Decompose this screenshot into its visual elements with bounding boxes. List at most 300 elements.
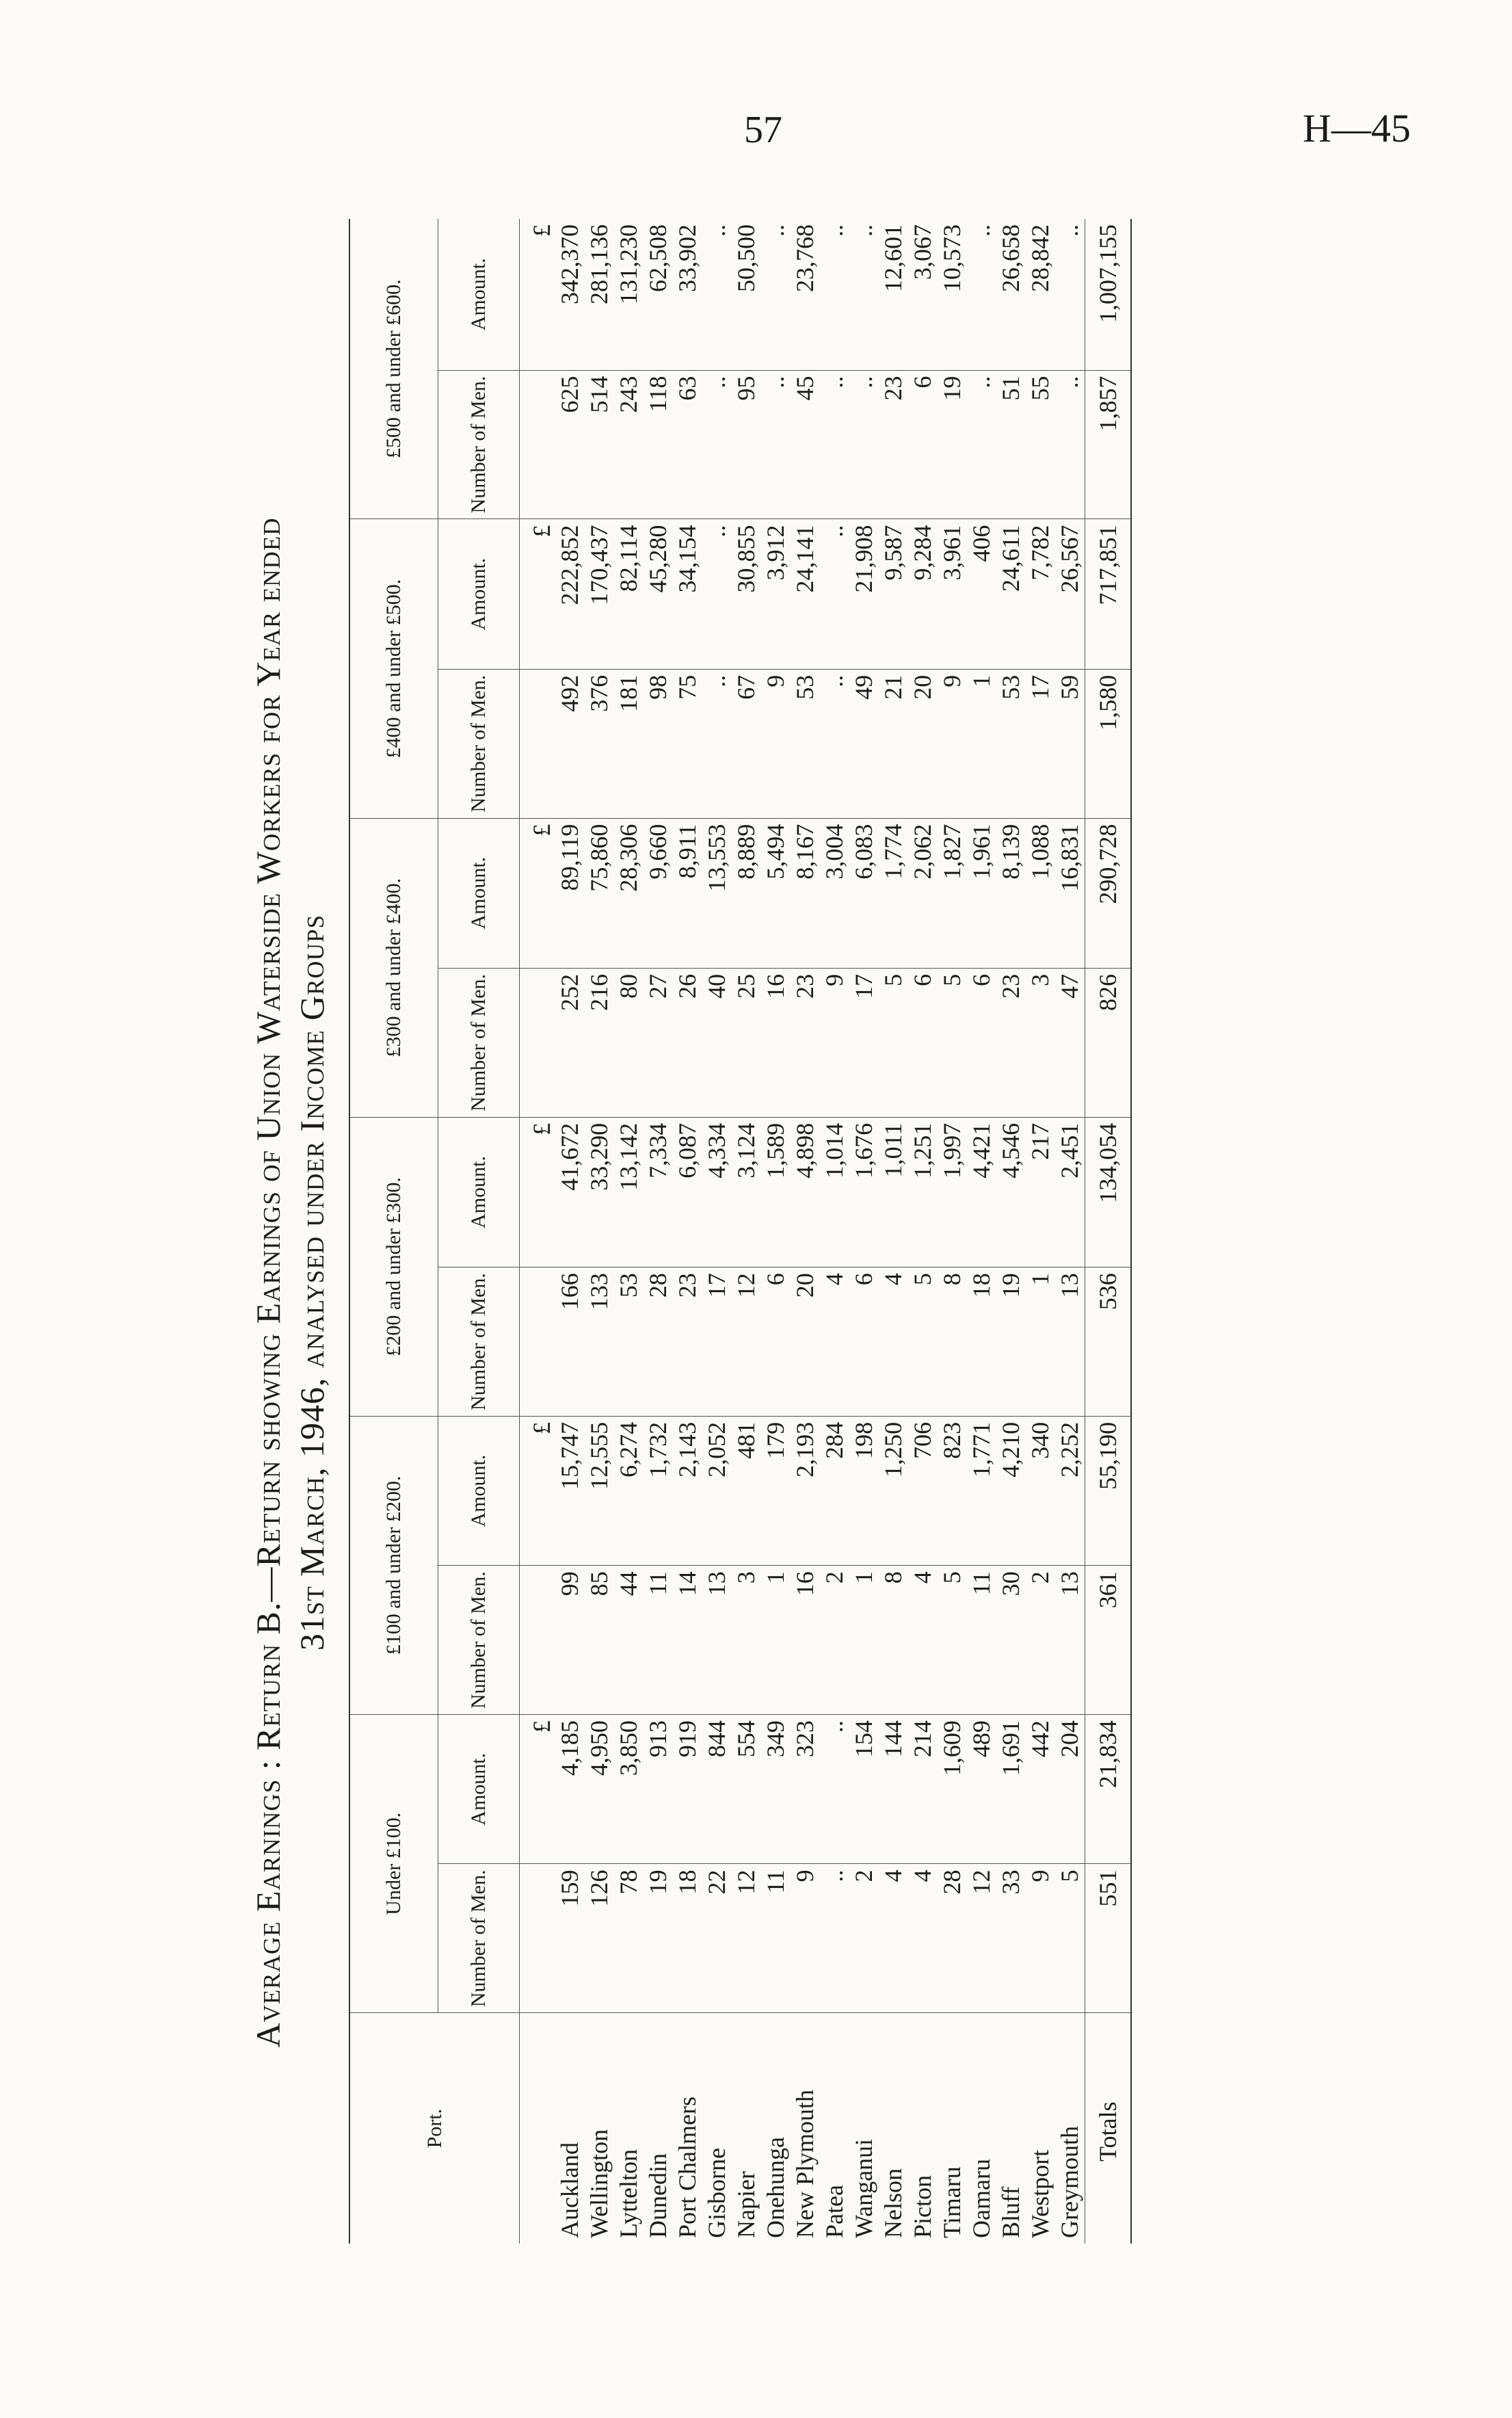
- men-count-cell: 625: [555, 370, 585, 519]
- amount-cell: 1,589: [761, 1117, 791, 1267]
- men-count-cell: 492: [555, 669, 585, 818]
- men-count-cell: 53: [996, 669, 1026, 818]
- men-count-cell: 12: [967, 1864, 996, 2013]
- number-of-men-header: Number of Men.: [438, 1566, 520, 1715]
- men-count-cell: 4: [820, 1267, 849, 1417]
- men-count-cell: 51: [996, 370, 1026, 519]
- amount-cell: 12,555: [585, 1416, 614, 1565]
- total-amount-cell: 21,834: [1085, 1715, 1132, 1864]
- men-count-cell: 252: [555, 968, 585, 1117]
- men-count-cell: 159: [555, 1864, 585, 2013]
- table-row: [996, 219, 1026, 2244]
- men-count-cell: 13: [1055, 1566, 1085, 1715]
- amount-cell: 3,961: [938, 519, 967, 669]
- amount-cell: 4,898: [791, 1117, 820, 1267]
- table-row: [614, 219, 644, 2244]
- men-count-cell: 19: [938, 370, 967, 519]
- amount-cell: 8,139: [996, 818, 1026, 968]
- group-header: £400 and under £500.: [349, 519, 438, 818]
- page-number: 57: [744, 109, 782, 151]
- men-count-cell: 17: [849, 968, 879, 1117]
- amount-header: Amount.: [438, 519, 520, 669]
- amount-cell: 89,119: [555, 818, 585, 968]
- amount-cell: 26,567: [1055, 519, 1085, 669]
- total-amount-cell: 55,190: [1085, 1416, 1132, 1565]
- port-name: Oamaru: [968, 2159, 995, 2238]
- amount-cell: ..: [967, 219, 996, 370]
- number-of-men-header: Number of Men.: [438, 669, 520, 818]
- men-count-cell: 23: [673, 1267, 702, 1417]
- amount-cell: 2,451: [1055, 1117, 1085, 1267]
- men-count-cell: 18: [967, 1267, 996, 1417]
- amount-cell: 1,676: [849, 1117, 879, 1267]
- men-count-cell: 27: [644, 968, 673, 1117]
- amount-cell: 1,250: [879, 1416, 908, 1565]
- men-count-cell: 59: [1055, 669, 1085, 818]
- earnings-table: [349, 219, 1132, 2244]
- amount-cell: 154: [849, 1715, 879, 1864]
- total-amount-cell: 1,007,155: [1085, 219, 1132, 370]
- amount-cell: 1,774: [879, 818, 908, 968]
- title-line-2: 31st March, 1946, analysed under Income Groups: [293, 914, 331, 1651]
- men-count-cell: 19: [644, 1864, 673, 2013]
- total-amount-cell: 717,851: [1085, 519, 1132, 669]
- port-name: Nelson: [879, 2168, 907, 2238]
- men-count-cell: 98: [644, 669, 673, 818]
- amount-cell: 4,546: [996, 1117, 1026, 1267]
- number-of-men-header: Number of Men.: [438, 1864, 520, 2013]
- men-count-cell: 1: [1026, 1267, 1055, 1417]
- number-of-men-header: Number of Men.: [438, 1267, 520, 1417]
- amount-cell: 1,251: [908, 1117, 938, 1267]
- men-count-cell: 75: [673, 669, 702, 818]
- amount-cell: 13,142: [614, 1117, 644, 1267]
- men-count-cell: 53: [791, 669, 820, 818]
- amount-cell: 131,230: [614, 219, 644, 370]
- total-men-cell: 551: [1085, 1864, 1132, 2013]
- amount-cell: ..: [702, 519, 732, 669]
- group-header: Under £100.: [349, 1715, 438, 2013]
- port-name: Napier: [732, 2171, 760, 2238]
- men-count-cell: 6: [908, 968, 938, 1117]
- port-column-header: Port.: [349, 2013, 520, 2244]
- men-count-cell: ..: [761, 370, 791, 519]
- amount-cell: ..: [702, 219, 732, 370]
- men-count-cell: 2: [1026, 1566, 1055, 1715]
- amount-cell: 9,284: [908, 519, 938, 669]
- men-count-cell: 216: [585, 968, 614, 1117]
- amount-cell: 4,210: [996, 1416, 1026, 1565]
- men-count-cell: 181: [614, 669, 644, 818]
- men-count-cell: 9: [938, 669, 967, 818]
- amount-cell: 2,052: [702, 1416, 732, 1565]
- men-count-cell: 12: [732, 1864, 761, 2013]
- port-name: Dunedin: [644, 2153, 672, 2238]
- men-count-cell: ..: [967, 370, 996, 519]
- port-name: Westport: [1026, 2149, 1054, 2238]
- men-count-cell: 95: [732, 370, 761, 519]
- men-count-cell: ..: [820, 1864, 849, 2013]
- men-count-cell: ..: [820, 669, 849, 818]
- amount-cell: 30,855: [732, 519, 761, 669]
- men-count-cell: 49: [849, 669, 879, 818]
- amount-cell: 3,004: [820, 818, 849, 968]
- currency-unit: £: [520, 1416, 556, 1565]
- amount-header: Amount.: [438, 1715, 520, 1864]
- amount-cell: 340: [1026, 1416, 1055, 1565]
- men-count-cell: 13: [1055, 1267, 1085, 1417]
- men-count-cell: 118: [644, 370, 673, 519]
- amount-cell: 33,290: [585, 1117, 614, 1267]
- sub-header-row: [438, 219, 520, 2244]
- amount-cell: 1,609: [938, 1715, 967, 1864]
- amount-cell: 8,911: [673, 818, 702, 968]
- port-name: Patea: [821, 2185, 848, 2238]
- totals-label: Totals: [1085, 2013, 1132, 2244]
- men-count-cell: 63: [673, 370, 702, 519]
- blank-cell: [520, 2013, 556, 2244]
- amount-cell: ..: [849, 219, 879, 370]
- group-header: £100 and under £200.: [349, 1416, 438, 1714]
- amount-header: Amount.: [438, 1416, 520, 1565]
- amount-cell: 82,114: [614, 519, 644, 669]
- amount-cell: 3,912: [761, 519, 791, 669]
- men-count-cell: 126: [585, 1864, 614, 2013]
- men-count-cell: 4: [879, 1864, 908, 2013]
- group-header: £300 and under £400.: [349, 818, 438, 1117]
- men-count-cell: 9: [761, 669, 791, 818]
- men-count-cell: 26: [673, 968, 702, 1117]
- table-row: [702, 219, 732, 2244]
- table-row: [585, 219, 614, 2244]
- men-count-cell: ..: [1055, 370, 1085, 519]
- men-count-cell: 20: [908, 669, 938, 818]
- amount-cell: 10,573: [938, 219, 967, 370]
- amount-cell: 1,014: [820, 1117, 849, 1267]
- amount-cell: ..: [820, 1715, 849, 1864]
- table-title: [246, 219, 334, 2346]
- men-count-cell: 243: [614, 370, 644, 519]
- men-count-cell: 11: [967, 1566, 996, 1715]
- amount-cell: 21,908: [849, 519, 879, 669]
- men-count-cell: 5: [879, 968, 908, 1117]
- blank-cell: [520, 1566, 556, 1715]
- currency-unit: £: [520, 818, 556, 968]
- amount-cell: ..: [820, 219, 849, 370]
- amount-cell: 2,062: [908, 818, 938, 968]
- men-count-cell: 23: [996, 968, 1026, 1117]
- amount-cell: 3,124: [732, 1117, 761, 1267]
- amount-cell: 24,141: [791, 519, 820, 669]
- currency-unit: £: [520, 1117, 556, 1267]
- amount-cell: 489: [967, 1715, 996, 1864]
- amount-cell: 284: [820, 1416, 849, 1565]
- port-name: Bluff: [997, 2186, 1024, 2238]
- amount-cell: 214: [908, 1715, 938, 1864]
- table-row: [1026, 219, 1055, 2244]
- total-men-cell: 1,580: [1085, 669, 1132, 818]
- men-count-cell: 5: [908, 1267, 938, 1417]
- men-count-cell: 18: [673, 1864, 702, 2013]
- amount-cell: 4,334: [702, 1117, 732, 1267]
- amount-cell: 6,087: [673, 1117, 702, 1267]
- amount-cell: 24,611: [996, 519, 1026, 669]
- total-amount-cell: 290,728: [1085, 818, 1132, 968]
- men-count-cell: ..: [702, 370, 732, 519]
- amount-cell: 222,852: [555, 519, 585, 669]
- table-row: [791, 219, 820, 2244]
- amount-cell: 406: [967, 519, 996, 669]
- men-count-cell: 55: [1026, 370, 1055, 519]
- amount-cell: 823: [938, 1416, 967, 1565]
- amount-cell: ..: [820, 519, 849, 669]
- amount-cell: 3,850: [614, 1715, 644, 1864]
- men-count-cell: 6: [849, 1267, 879, 1417]
- blank-cell: [520, 370, 556, 519]
- men-count-cell: 6: [908, 370, 938, 519]
- amount-cell: 1,088: [1026, 818, 1055, 968]
- port-name: Onehunga: [762, 2137, 789, 2238]
- amount-cell: 62,508: [644, 219, 673, 370]
- men-count-cell: 6: [967, 968, 996, 1117]
- men-count-cell: 13: [702, 1566, 732, 1715]
- men-count-cell: 85: [585, 1566, 614, 1715]
- amount-cell: 179: [761, 1416, 791, 1565]
- men-count-cell: 16: [791, 1566, 820, 1715]
- amount-cell: 1,961: [967, 818, 996, 968]
- men-count-cell: 53: [614, 1267, 644, 1417]
- men-count-cell: 22: [702, 1864, 732, 2013]
- group-header: £200 and under £300.: [349, 1117, 438, 1416]
- men-count-cell: 9: [820, 968, 849, 1117]
- men-count-cell: 28: [938, 1864, 967, 2013]
- amount-cell: 342,370: [555, 219, 585, 370]
- men-count-cell: 78: [614, 1864, 644, 2013]
- men-count-cell: 9: [1026, 1864, 1055, 2013]
- amount-cell: 7,334: [644, 1117, 673, 1267]
- port-name: New Plymouth: [791, 2089, 819, 2238]
- currency-unit: £: [520, 219, 556, 370]
- amount-cell: 554: [732, 1715, 761, 1864]
- table-row: [555, 219, 585, 2244]
- blank-cell: [520, 968, 556, 1117]
- amount-cell: 41,672: [555, 1117, 585, 1267]
- amount-cell: 204: [1055, 1715, 1085, 1864]
- amount-cell: 23,768: [791, 219, 820, 370]
- men-count-cell: 4: [908, 1566, 938, 1715]
- amount-cell: 75,860: [585, 818, 614, 968]
- currency-unit: £: [520, 519, 556, 669]
- amount-cell: 217: [1026, 1117, 1055, 1267]
- amount-cell: 28,306: [614, 818, 644, 968]
- men-count-cell: 16: [761, 968, 791, 1117]
- total-amount-cell: 134,054: [1085, 1117, 1132, 1267]
- amount-header: Amount.: [438, 1117, 520, 1267]
- men-count-cell: 5: [938, 968, 967, 1117]
- amount-cell: 5,494: [761, 818, 791, 968]
- men-count-cell: 23: [879, 370, 908, 519]
- amount-cell: 323: [791, 1715, 820, 1864]
- men-count-cell: 3: [1026, 968, 1055, 1117]
- amount-cell: 13,553: [702, 818, 732, 968]
- men-count-cell: 166: [555, 1267, 585, 1417]
- table-row: [820, 219, 849, 2244]
- amount-cell: 9,587: [879, 519, 908, 669]
- amount-cell: 2,143: [673, 1416, 702, 1565]
- port-name: Greymouth: [1056, 2126, 1083, 2238]
- men-count-cell: 44: [614, 1566, 644, 1715]
- table-row: [879, 219, 908, 2244]
- men-count-cell: 8: [938, 1267, 967, 1417]
- amount-cell: 481: [732, 1416, 761, 1565]
- amount-cell: 4,185: [555, 1715, 585, 1864]
- total-men-cell: 826: [1085, 968, 1132, 1117]
- men-count-cell: 25: [732, 968, 761, 1117]
- port-name: Lyttelton: [615, 2149, 642, 2238]
- men-count-cell: 8: [879, 1566, 908, 1715]
- table-row: [967, 219, 996, 2244]
- men-count-cell: 40: [702, 968, 732, 1117]
- table-row: [761, 219, 791, 2244]
- amount-cell: 4,950: [585, 1715, 614, 1864]
- amount-header: Amount.: [438, 818, 520, 968]
- men-count-cell: ..: [702, 669, 732, 818]
- amount-cell: 34,154: [673, 519, 702, 669]
- port-name: Timaru: [938, 2166, 966, 2238]
- amount-cell: 45,280: [644, 519, 673, 669]
- amount-cell: 28,842: [1026, 219, 1055, 370]
- port-name: Gisborne: [703, 2148, 730, 2238]
- men-count-cell: 20: [791, 1267, 820, 1417]
- amount-cell: 2,252: [1055, 1416, 1085, 1565]
- men-count-cell: 5: [938, 1566, 967, 1715]
- amount-cell: 1,732: [644, 1416, 673, 1565]
- amount-cell: 26,658: [996, 219, 1026, 370]
- men-count-cell: 514: [585, 370, 614, 519]
- number-of-men-header: Number of Men.: [438, 968, 520, 1117]
- total-men-cell: 1,857: [1085, 370, 1132, 519]
- men-count-cell: 376: [585, 669, 614, 818]
- amount-cell: 349: [761, 1715, 791, 1864]
- men-count-cell: 14: [673, 1566, 702, 1715]
- blank-cell: [520, 1267, 556, 1417]
- men-count-cell: 28: [644, 1267, 673, 1417]
- men-count-cell: 47: [1055, 968, 1085, 1117]
- men-count-cell: 5: [1055, 1864, 1085, 2013]
- men-count-cell: 1: [761, 1566, 791, 1715]
- amount-cell: 12,601: [879, 219, 908, 370]
- amount-cell: 281,136: [585, 219, 614, 370]
- men-count-cell: 6: [761, 1267, 791, 1417]
- amount-cell: 6,274: [614, 1416, 644, 1565]
- men-count-cell: 23: [791, 968, 820, 1117]
- men-count-cell: 11: [644, 1566, 673, 1715]
- title-line-1: Average Earnings : Return B.—Return showing Earnings of Union Waterside Workers for Year ended: [249, 517, 287, 2048]
- table-body: [520, 219, 1132, 2244]
- table-row: [938, 219, 967, 2244]
- amount-cell: 1,997: [938, 1117, 967, 1267]
- men-count-cell: 45: [791, 370, 820, 519]
- amount-cell: 913: [644, 1715, 673, 1864]
- amount-cell: 170,437: [585, 519, 614, 669]
- amount-cell: 1,771: [967, 1416, 996, 1565]
- table-row: [673, 219, 702, 2244]
- port-name: Wanganui: [850, 2138, 877, 2238]
- men-count-cell: 17: [702, 1267, 732, 1417]
- amount-cell: 2,193: [791, 1416, 820, 1565]
- men-count-cell: 3: [732, 1566, 761, 1715]
- amount-cell: 144: [879, 1715, 908, 1864]
- amount-cell: 7,782: [1026, 519, 1055, 669]
- men-count-cell: 99: [555, 1566, 585, 1715]
- men-count-cell: 80: [614, 968, 644, 1117]
- men-count-cell: 33: [996, 1864, 1026, 2013]
- men-count-cell: ..: [849, 370, 879, 519]
- men-count-cell: 2: [820, 1566, 849, 1715]
- amount-cell: 1,011: [879, 1117, 908, 1267]
- amount-cell: 198: [849, 1416, 879, 1565]
- port-name: Port Chalmers: [674, 2097, 701, 2238]
- totals-row: [1085, 219, 1132, 2244]
- men-count-cell: 12: [732, 1267, 761, 1417]
- table-row: [732, 219, 761, 2244]
- port-name: Wellington: [585, 2129, 613, 2238]
- men-count-cell: 4: [879, 1267, 908, 1417]
- amount-cell: 1,691: [996, 1715, 1026, 1864]
- men-count-cell: 9: [791, 1864, 820, 2013]
- currency-unit: £: [520, 1715, 556, 1864]
- men-count-cell: ..: [820, 370, 849, 519]
- men-count-cell: 11: [761, 1864, 791, 2013]
- amount-cell: 844: [702, 1715, 732, 1864]
- rotated-table-block: [246, 219, 1224, 2346]
- amount-cell: 6,083: [849, 818, 879, 968]
- table-row: [644, 219, 673, 2244]
- men-count-cell: 4: [908, 1864, 938, 2013]
- amount-cell: 442: [1026, 1715, 1055, 1864]
- amount-cell: ..: [761, 219, 791, 370]
- men-count-cell: 1: [849, 1566, 879, 1715]
- amount-cell: 16,831: [1055, 818, 1085, 968]
- blank-cell: [520, 1864, 556, 2013]
- table-row: [1055, 219, 1085, 2244]
- amount-header: Amount.: [438, 219, 520, 370]
- amount-cell: 8,889: [732, 818, 761, 968]
- amount-cell: ..: [1055, 219, 1085, 370]
- amount-cell: 9,660: [644, 818, 673, 968]
- men-count-cell: 67: [732, 669, 761, 818]
- amount-cell: 8,167: [791, 818, 820, 968]
- port-name: Auckland: [556, 2142, 583, 2238]
- men-count-cell: 21: [879, 669, 908, 818]
- total-men-cell: 536: [1085, 1267, 1132, 1417]
- table-row: [908, 219, 938, 2244]
- men-count-cell: 30: [996, 1566, 1026, 1715]
- men-count-cell: 2: [849, 1864, 879, 2013]
- men-count-cell: 19: [996, 1267, 1026, 1417]
- port-name: Picton: [909, 2174, 936, 2238]
- men-count-cell: 133: [585, 1267, 614, 1417]
- total-men-cell: 361: [1085, 1566, 1132, 1715]
- number-of-men-header: Number of Men.: [438, 370, 520, 519]
- men-count-cell: 17: [1026, 669, 1055, 818]
- amount-cell: 919: [673, 1715, 702, 1864]
- currency-unit-row: [520, 219, 556, 2244]
- document-reference: H—45: [1303, 106, 1411, 150]
- amount-cell: 1,827: [938, 818, 967, 968]
- men-count-cell: 1: [967, 669, 996, 818]
- group-header: £500 and under £600.: [349, 219, 438, 519]
